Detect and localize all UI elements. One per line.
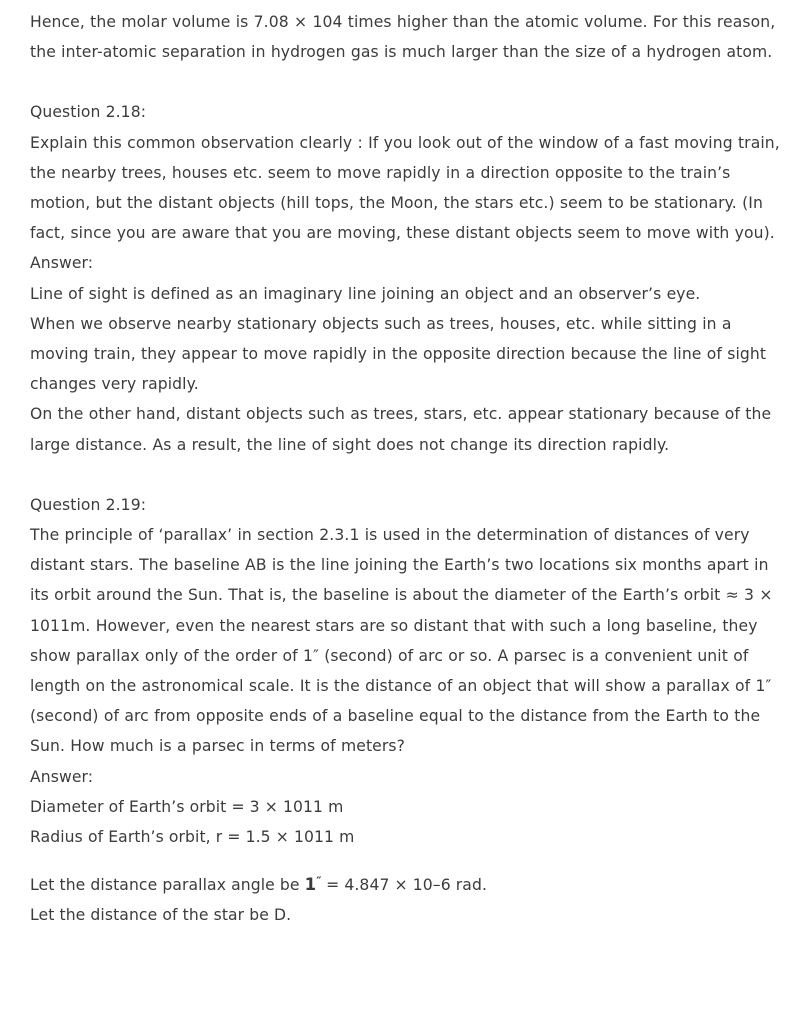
question-2-18-answer-paragraph-2: On the other hand, distant objects such as trees, stars, etc. appear stationary because of the large distance. As a result, the line of sight does not change its direction rapidly. <box>30 405 772 454</box>
formula-gap <box>30 852 786 866</box>
double-prime-icon: ″ <box>316 874 322 889</box>
earth-orbit-diameter-line: Diameter of Earth’s orbit = 3 × 1011 m <box>30 797 344 816</box>
arcsecond-symbol <box>305 875 321 894</box>
top-spacer <box>30 0 786 7</box>
paragraph-gap <box>30 67 786 97</box>
earth-orbit-radius-line: Radius of Earth’s orbit, r = 1.5 × 1011 m <box>30 828 355 847</box>
question-2-18-heading: Question 2.18: <box>30 103 147 122</box>
question-2-18-answer-line-1: Line of sight is defined as an imaginary line joining an object and an observer’s eye. <box>30 284 701 303</box>
parallax-angle-prefix: Let the distance parallax angle be <box>30 876 305 895</box>
question-2-18-body: Explain this common observation clearly : If you look out of the window of a fast moving train, the nearby trees, houses etc. seem to move rapidly in a direction opposite to the train’s motion, but the distant objects (hill tops, the Moon, the stars etc.) seem to be stationary. (In fact, since you are aware that you are moving, these distant objects seem to move with you). <box>30 133 780 243</box>
question-2-18-answer-label: Answer: <box>30 254 94 273</box>
star-distance-line: Let the distance of the star be D. <box>30 906 292 925</box>
parallax-angle-line <box>30 866 786 900</box>
question-2-18-answer-paragraph-1: When we observe nearby stationary objects such as trees, houses, etc. while sitting in a moving train, they appear to move rapidly in the opposite direction because the line of sight changes very rapidly. <box>30 314 767 394</box>
section-gap <box>30 460 786 490</box>
arcsecond-value: 1 <box>304 875 317 895</box>
question-2-19-body: The principle of ‘parallax’ in section 2.3.1 is used in the determination of distances of very distant stars. The baseline AB is the line joining the Earth’s two locations six months apart in its orbit around the Sun. That is, the baseline is about the diameter of the Earth’s orbit ≈ 3 × 1011m. However, even the nearest stars are so distant that with such a long baseline, they show parallax only of the order of 1″ (second) of arc or so. A parsec is a convenient unit of length on the astronomical scale. It is the distance of an object that will show a parallax of 1″ (second) of arc from opposite ends of a baseline equal to the distance from the Earth to the Sun. How much is a parsec in terms of meters? <box>30 526 773 756</box>
question-2-19-heading: Question 2.19: <box>30 495 147 514</box>
parallax-angle-suffix: = 4.847 × 10–6 rad. <box>321 876 488 895</box>
intro-paragraph: Hence, the molar volume is 7.08 × 104 times higher than the atomic volume. For this reason, the inter-atomic separation in hydrogen gas is much larger than the size of a hydrogen atom. <box>30 13 776 62</box>
question-2-19-answer-label: Answer: <box>30 767 94 786</box>
